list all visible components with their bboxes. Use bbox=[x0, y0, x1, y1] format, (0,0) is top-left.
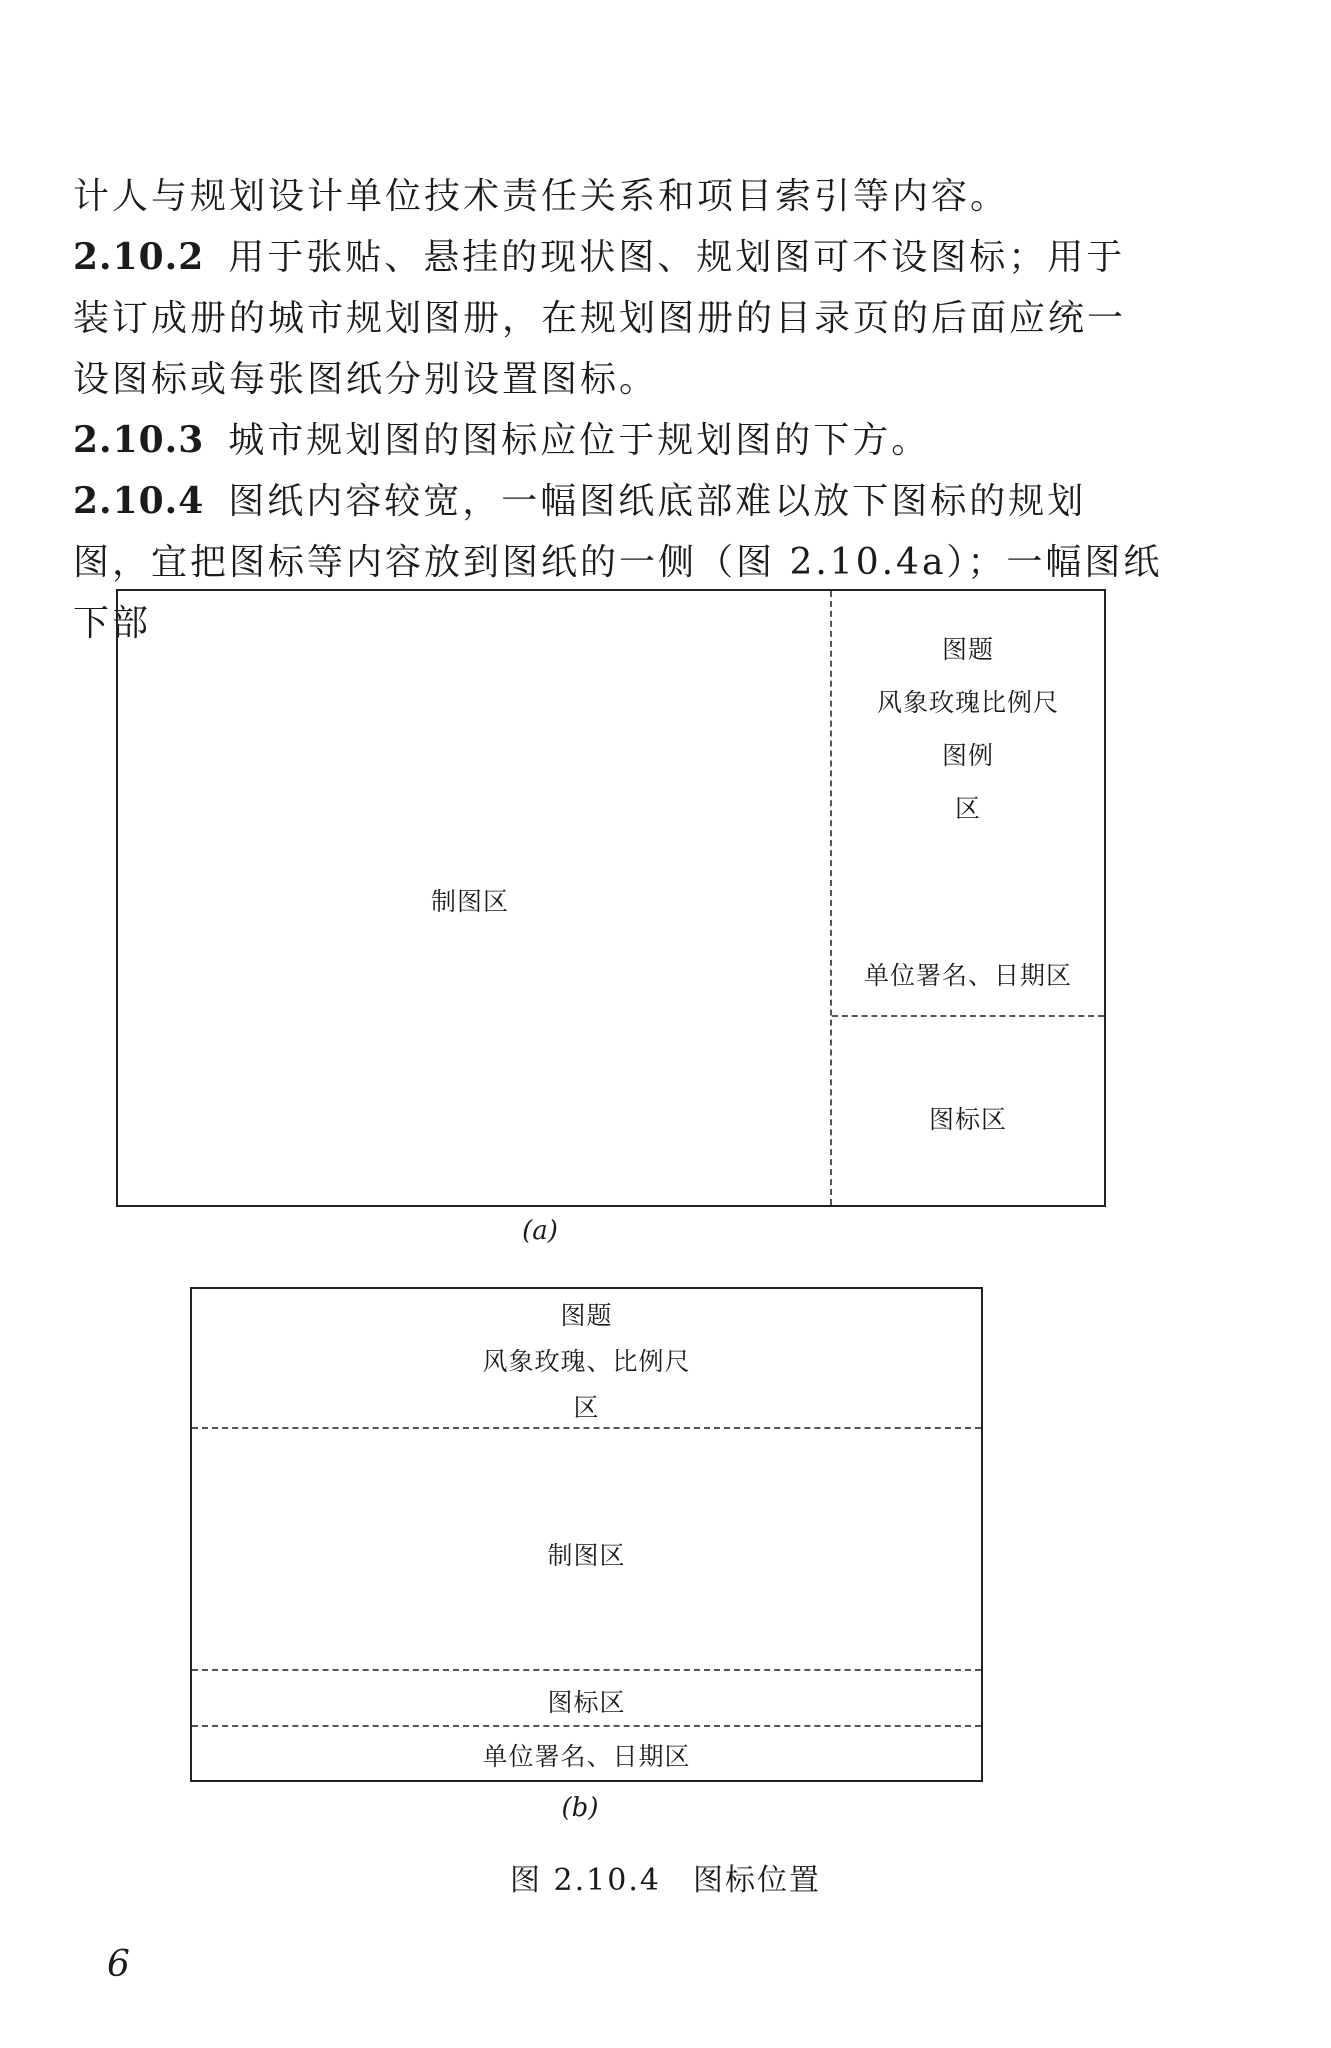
diagram-a-drawing-area: 制图区 bbox=[430, 887, 509, 916]
diagram-b-bottom-divider bbox=[192, 1725, 981, 1727]
diagram-a-side-line: 图例 bbox=[941, 741, 994, 770]
diagram-a-signature-area: 单位署名、日期区 bbox=[863, 961, 1072, 990]
page-number: 6 bbox=[107, 1944, 130, 1985]
diagram-a-side-line: 图题 bbox=[941, 635, 994, 664]
diagram-b-label: (b) bbox=[561, 1793, 599, 1823]
diagram-b-title-block: 图标区 bbox=[547, 1688, 626, 1717]
clause-text: 城市规划图的图标应位于规划图的下方。 bbox=[228, 420, 931, 461]
clause-number: 2.10.4 bbox=[73, 480, 205, 522]
clause-text: 用于张贴、悬挂的现状图、规划图可不设图标；用于装订成册的城市规划图册，在规划图册的目录页的后面应统一设图标或每张图纸分别设置图标。 bbox=[73, 237, 1127, 400]
clause-text: 图纸内容较宽，一幅图纸底部难以放下图标的规划图，宜把图标等内容放到图纸的一侧（图 2.10.4a）；一幅图纸下部 bbox=[73, 481, 1163, 644]
clause-2-10-2 bbox=[73, 227, 1163, 410]
diagram-a-side-split bbox=[832, 1015, 1104, 1017]
clause-number: 2.10.3 bbox=[73, 419, 205, 461]
diagram-b-top-divider bbox=[192, 1427, 981, 1429]
paragraph-continuation bbox=[73, 166, 1163, 227]
diagram-b-drawing-area: 制图区 bbox=[547, 1541, 626, 1570]
continuation-text: 计人与规划设计单位技术责任关系和项目索引等内容。 bbox=[73, 176, 1010, 217]
diagram-b-middle-divider bbox=[192, 1669, 981, 1671]
diagram-a-title-block: 图标区 bbox=[928, 1105, 1007, 1134]
diagram-b-top-line: 图题 bbox=[560, 1301, 613, 1330]
clause-2-10-3 bbox=[73, 410, 1163, 471]
diagram-a-side-line: 区 bbox=[954, 794, 981, 823]
clause-number: 2.10.2 bbox=[73, 236, 205, 278]
diagram-a-side-line: 风象玫瑰比例尺 bbox=[876, 688, 1059, 717]
diagram-b-top-line: 区 bbox=[573, 1393, 600, 1422]
figure-caption: 图 2.10.4 图标位置 bbox=[510, 1863, 821, 1898]
diagram-b-top-line: 风象玫瑰、比例尺 bbox=[482, 1347, 691, 1376]
diagram-b-signature-area: 单位署名、日期区 bbox=[482, 1742, 691, 1771]
diagram-a-label: (a) bbox=[522, 1216, 558, 1246]
